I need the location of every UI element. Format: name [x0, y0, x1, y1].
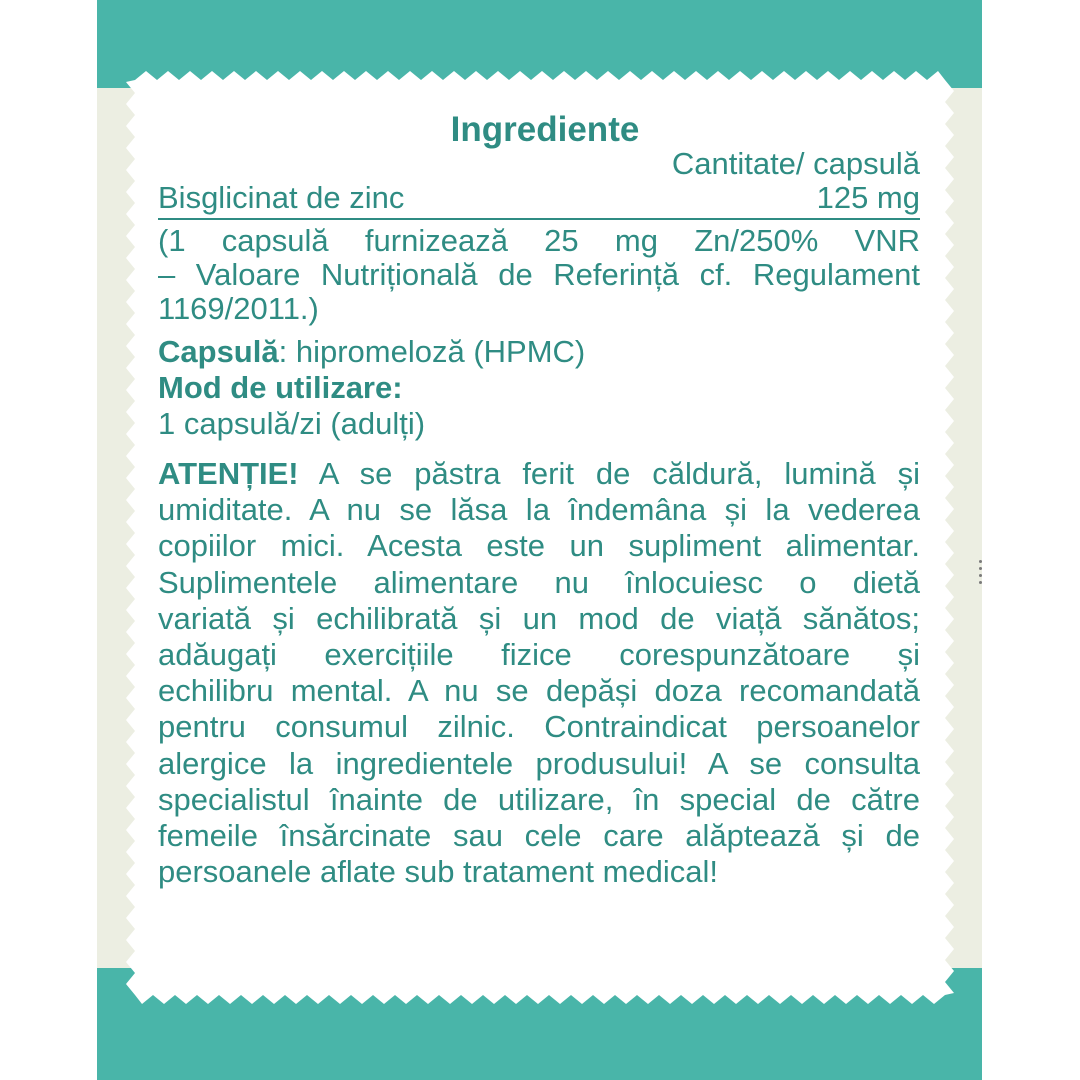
usage-heading: Mod de utilizare: — [158, 370, 403, 405]
warning-line: femeile însărcinate sau cele care alăptează și de — [158, 818, 920, 854]
label-text — [158, 110, 920, 890]
warning-line: adăugați exercițiile fizice corespunzătoare și — [158, 637, 920, 673]
capsule-label: Capsulă — [158, 334, 279, 369]
scroll-dots-icon — [978, 560, 984, 588]
label-title: Ingrediente — [450, 110, 640, 149]
warning-paragraph — [158, 456, 920, 890]
warning-line: specialistul înainte de utilizare, în special de către — [158, 781, 920, 817]
warning-line: ATENȚIE! A se păstra ferit de căldură, lumină și — [158, 456, 920, 491]
capsule-value: : hipromeloză (HPMC) — [278, 334, 586, 369]
ingredient-name: Bisglicinat de zinc — [158, 180, 405, 215]
warning-line: variată și echilibrată și un mod de viață sănătos; — [158, 600, 920, 636]
warning-line: persoanele aflate sub tratament medical! — [158, 854, 719, 890]
quantity-header: Cantitate/ capsulă — [671, 146, 920, 181]
ingredient-row — [158, 180, 920, 216]
usage-text: 1 capsulă/zi (adulți) — [158, 406, 426, 441]
note-line: (1 capsulă furnizează 25 mg Zn/250% VNR — [158, 223, 920, 258]
warning-line: copiilor mici. Acesta este un supliment alimentar. — [158, 528, 920, 564]
note-line: – Valoare Nutrițională de Referință cf. Regulament — [158, 257, 920, 292]
capsule-line — [158, 334, 920, 370]
nutrition-note — [158, 224, 920, 326]
ingredient-quantity: 125 mg — [816, 180, 920, 215]
warning-line: umiditate. A nu se lăsa la îndemâna și la vederea — [158, 492, 920, 528]
warning-line: pentru consumul zilnic. Contraindicat persoanelor — [158, 709, 920, 745]
warning-line: Suplimentele alimentare nu înlocuiesc o dietă — [158, 564, 920, 600]
warning-label: ATENȚIE! — [158, 456, 299, 491]
divider — [158, 218, 920, 220]
warning-line: echilibru mental. A nu se depăși doza recomandată — [158, 673, 920, 709]
note-line: 1169/2011.) — [158, 291, 319, 326]
warning-line: alergice la ingredientele produsului! A se consulta — [158, 745, 920, 781]
